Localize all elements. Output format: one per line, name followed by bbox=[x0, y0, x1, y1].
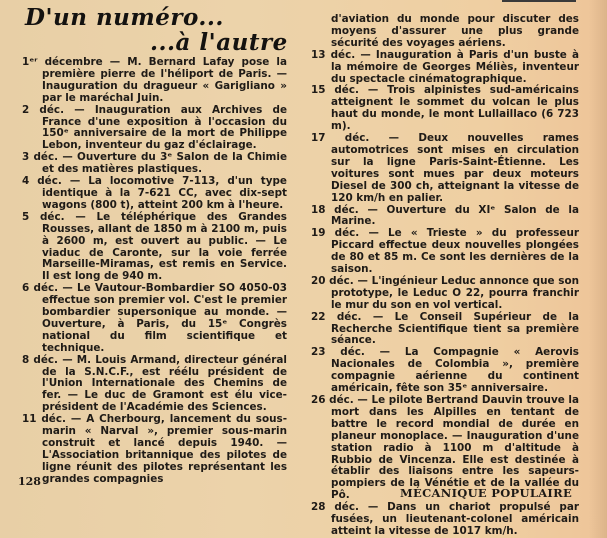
entry-text: — M. Louis Armand, directeur général de la S.N.C.F., est réélu président de l'Union Internationale des Chemins de fer. — Le duc de Gramont est élu vice-président de l'Académie des Sciences. bbox=[42, 353, 287, 414]
entry bbox=[22, 355, 287, 415]
entry-date: 6 déc. bbox=[22, 282, 59, 295]
entry-date: 15 déc. bbox=[311, 84, 359, 97]
entry-date: 2 déc. bbox=[22, 103, 65, 116]
entry-date: 17 déc. bbox=[311, 132, 370, 145]
entry bbox=[311, 502, 579, 538]
entry-text: — Ouverture du XIᵉ Salon de la Marine. bbox=[331, 203, 579, 228]
entry bbox=[22, 105, 287, 153]
entry bbox=[22, 414, 287, 485]
entry bbox=[311, 347, 579, 395]
right-column bbox=[311, 14, 579, 538]
entry-text: — Le Vautour-Bombardier SO 4050-03 effectue son premier vol. C'est le premier bombardier supersonique au monde. — Ouverture, à Paris, du 15ᵉ Congrès national du film scientifique et technique. bbox=[42, 282, 287, 354]
entry-text: — La Compagnie « Aerovis Nacionales de Colombia », première compagnie aérienne du continent américain, fête son 35ᵉ anniversaire. bbox=[331, 346, 579, 395]
entry-text: — Le téléphérique des Grandes Rousses, allant de 1850 m à 2100 m, puis à 2600 m, est ouvert au public. — Le viaduc de Caronte, sur la voie ferrée Marseille-Miramas, est remis en Service. Il est long de 940 m. bbox=[42, 210, 287, 283]
entry-text: — Inauguration aux Archives de France d'une exposition à l'occasion du 150ᵉ anniversaire de la mort de Philippe Lebon, inventeur du gaz d'éclairage. bbox=[42, 103, 287, 152]
entry-date: 22 déc. bbox=[311, 310, 362, 323]
entry-text: — A Cherbourg, lancement du sous-marin « Narval », premier sous-marin construit et lancé depuis 1940. — L'Association britannique des pilotes de ligne réunit des pilotes représentant les grandes compagnies bbox=[42, 413, 288, 485]
entry-date: 28 déc. bbox=[311, 501, 359, 514]
entry-text: — La locomotive 7-113, d'un type identique à la 7-621 CC, avec dix-sept wagons (800 t), atteint 200 km à l'heure. bbox=[42, 175, 287, 211]
top-edge-strip bbox=[502, 0, 576, 2]
entry bbox=[22, 212, 287, 283]
continuation-text: d'aviation du monde pour discuter des moyens d'assurer une plus grande sécurité des voyages aériens. bbox=[331, 13, 579, 49]
entry-date: 20 déc. bbox=[311, 274, 354, 287]
entry-date: 4 déc. bbox=[22, 175, 62, 188]
entry bbox=[311, 85, 579, 133]
entry-text: — M. Bernard Lafay pose la première pierre de l'héliport de Paris. — Inauguration du dragueur « Garigliano » par le maréchal Juin. bbox=[42, 56, 287, 104]
entry-text: — Dans un chariot propulsé par fusées, un lieutenant-colonel américain atteint la vitesse de 1017 km/h. bbox=[331, 501, 579, 537]
entry-text: — Inauguration à Paris d'un buste à la mémoire de Georges Méliès, inventeur du spectacle cinématographique. bbox=[331, 48, 580, 85]
entry bbox=[311, 50, 579, 86]
entry-date: 11 déc. bbox=[22, 413, 66, 426]
entry-text: — Le Conseil Supérieur de la Recherche Scientifique tient sa première séance. bbox=[331, 310, 579, 347]
entry bbox=[311, 312, 579, 348]
entry bbox=[311, 276, 579, 312]
entry-text: — Trois alpinistes sud-américains atteignent le sommet du volcan le plus haut du monde, le mont Lullaillaco (6 723 m). bbox=[331, 84, 579, 133]
page-number: 128 bbox=[18, 475, 41, 488]
entry-text: — L'ingénieur Leduc annonce que son prototype, le Leduc O 22, pourra franchir le mur du son en vol vertical. bbox=[331, 274, 579, 311]
entry-text: — Le pilote Bertrand Dauvin trouve la mort dans les Alpilles en tentant de battre le record mondial de durée en planeur monoplace. — Inauguration d'une station radio à 1100 m d'altitude à Rubbio de Vincenza. Elle est destinée à établir des liaisons entre les sapeurs-pompiers de la Vénétie et de la vallée du Pô. bbox=[331, 394, 580, 502]
entry bbox=[22, 283, 287, 354]
entry bbox=[22, 152, 287, 176]
entry bbox=[311, 228, 579, 276]
entry-date: 18 déc. bbox=[311, 203, 359, 216]
entry bbox=[311, 133, 579, 204]
entry bbox=[22, 176, 287, 212]
entry-date: 1ᵉʳ décembre bbox=[22, 56, 103, 68]
entry-text: — Le « Trieste » du professeur Piccard effectue deux nouvelles plongées de 80 et 85 m. Ce sont les dernières de la saison. bbox=[331, 227, 580, 276]
entry-date: 5 déc. bbox=[22, 210, 65, 223]
entry-date: 19 déc. bbox=[311, 227, 360, 240]
entry-date: 26 déc. bbox=[311, 394, 354, 406]
heading-line-2: ...à l'autre bbox=[150, 29, 288, 56]
entry-date: 3 déc. bbox=[22, 151, 59, 164]
entry-date: 23 déc. bbox=[311, 346, 365, 359]
entry bbox=[311, 205, 579, 229]
entry-text: — Ouverture du 3ᵉ Salon de la Chimie et des matières plastiques. bbox=[42, 151, 287, 176]
entry-date: 8 déc. bbox=[22, 353, 59, 366]
left-column bbox=[22, 57, 287, 486]
entry-date: 13 déc. bbox=[311, 48, 356, 61]
entry-text: — Deux nouvelles rames automotrices sont mises en circulation sur la ligne Paris-Saint-Étienne. Les voitures sont mues par deux moteurs Diesel de 300 ch, atteignant la vitesse de 120 km/h en palier. bbox=[331, 132, 579, 204]
magazine-name: MÉCANIQUE POPULAIRE bbox=[400, 486, 573, 500]
entry bbox=[22, 57, 287, 105]
heading-line-1: D'un numéro... bbox=[25, 4, 224, 31]
